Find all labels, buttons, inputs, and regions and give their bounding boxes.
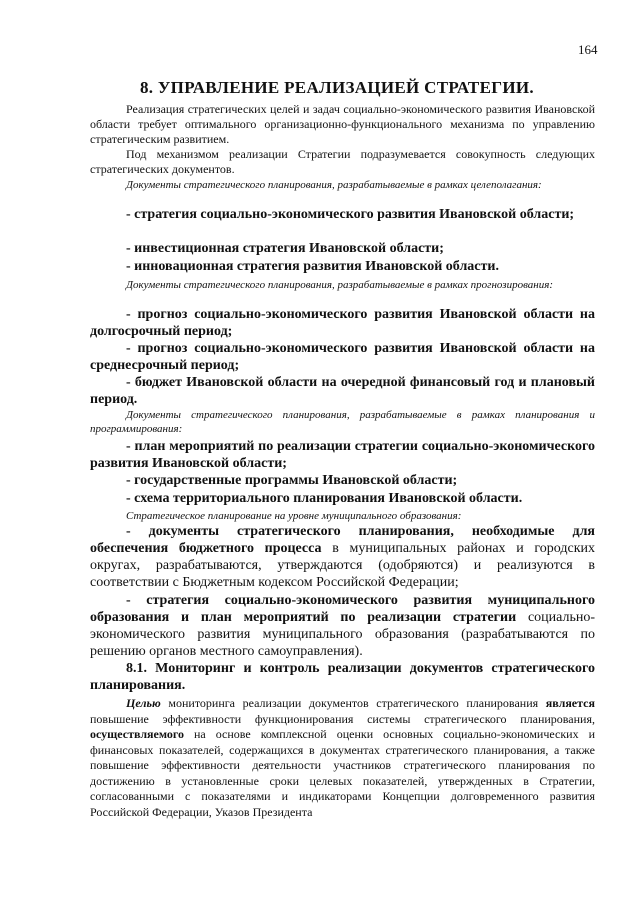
intro-paragraph-1: Реализация стратегических целей и задач социально-экономического развития Ивановской области требует оптимального организационно-функционального механизма по управлению стратегическим развитием. [90, 102, 595, 146]
group4-item-2 [90, 592, 595, 660]
goal-bold-1: является [545, 696, 595, 710]
group1-heading: Документы стратегического планирования, разрабатываемые в рамках целеполагания: [126, 179, 542, 191]
group1-item-1: - стратегия социально-экономического развития Ивановской области; [126, 207, 575, 222]
goal-text-1: мониторинга реализации документов стратегического планирования [160, 696, 546, 710]
goal-word: Целью [126, 696, 161, 710]
goal-text-3: на основе комплексной оценки основных социально-экономических и финансовых показателей, содержащихся в документах стратегического планирования, а также повышение эффективности деятельности участников стратегического планирования по достижению в установленные сроки целевых показателей, утвержденных в Стратегии, согласованными с показателями и индикаторами Концепции долговременного развития Российской Федерации, Указов Президента [90, 727, 595, 819]
group2-item-2: - прогноз социально-экономического развития Ивановской области на среднесрочный период; [90, 341, 595, 373]
goal-text-2: повышение эффективности функционирования системы стратегического планирования, [90, 711, 595, 726]
group1-item-3: - инновационная стратегия развития Ивановской области. [126, 259, 499, 274]
group4-item-1-rest: в муниципальных районах и городских округах, разрабатываются, утверждаются (одобряются) и реализуются в соответствии с Бюджетным кодексом Российской Федерации; [90, 541, 596, 590]
group4-item-1-bold: - документы стратегического планирования, необходимые для обеспечения бюджетного процесса [90, 524, 595, 556]
group2-heading: Документы стратегического планирования, разрабатываемые в рамках прогнозирования: [126, 279, 553, 291]
group1-item-2: - инвестиционная стратегия Ивановской области; [126, 241, 444, 256]
group3-item-1: - план мероприятий по реализации стратегии социально-экономического развития Ивановской области; [90, 439, 595, 471]
goal-bold-2: осуществляемого [90, 727, 185, 741]
section-heading: 8.1. Мониторинг и контроль реализации документов стратегического планирования. [90, 661, 595, 693]
page-title: 8. УПРАВЛЕНИЕ РЕАЛИЗАЦИЕЙ СТРАТЕГИИ. [140, 78, 534, 97]
intro-paragraph-2: Под механизмом реализации Стратегии подразумевается совокупность следующих стратегических документов. [90, 147, 595, 176]
group3-item-3: - схема территориального планирования Ивановской области. [126, 491, 523, 506]
group2-item-1: - прогноз социально-экономического развития Ивановской области на долгосрочный период; [90, 307, 595, 339]
goal-paragraph [90, 696, 595, 820]
group4-heading: Стратегическое планирование на уровне муниципального образования: [126, 510, 462, 522]
group3-heading: Документы стратегического планирования, разрабатываемые в рамках планирования и программирования: [90, 409, 595, 435]
group2-item-3: - бюджет Ивановской области на очередной финансовый год и плановый период. [90, 375, 595, 407]
page-number: 164 [578, 42, 598, 57]
group3-item-2: - государственные программы Ивановской области; [126, 473, 458, 488]
group4-item-2-bold: - стратегия социально-экономического развития муниципального образования и план мероприятий по реализации стратегии [90, 593, 595, 625]
group4-item-1 [90, 523, 595, 591]
group4-item-2-rest: социально-экономического развития муниципального образования (разрабатываются по решению органов местного самоуправления). [90, 610, 596, 659]
